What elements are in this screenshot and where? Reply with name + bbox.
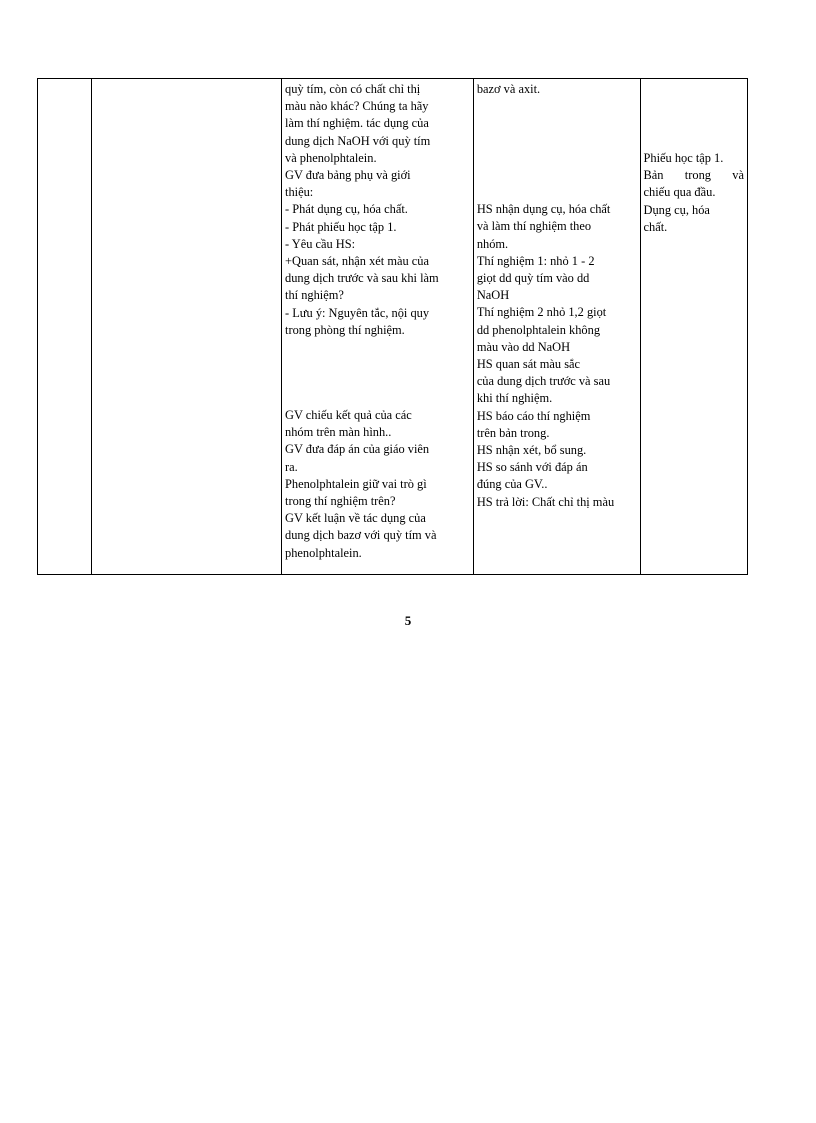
materials-line: Phiếu học tập 1. xyxy=(643,151,724,165)
text-line: GV đưa bảng phụ và giới xyxy=(285,168,411,183)
student-activity-block-1 xyxy=(477,81,637,98)
text-line: - Phát phiếu học tập 1. xyxy=(285,219,397,234)
text-line: trong thí nghiệm trên? xyxy=(285,494,396,509)
materials-line: Dụng cụ, hóa xyxy=(643,202,710,217)
text-line: phenolphtalein. xyxy=(285,545,362,560)
text-line: đúng của GV.. xyxy=(476,477,548,492)
text-line: dung dịch NaOH với quỳ tím xyxy=(285,133,431,148)
text-line: - Lưu ý: Nguyên tắc, nội quy xyxy=(285,305,430,320)
text-line: quỳ tím, còn có chất chỉ thị xyxy=(285,82,421,96)
column-1-cell xyxy=(38,79,92,575)
materials-cell xyxy=(640,79,747,575)
teacher-activity-block-1 xyxy=(285,81,470,339)
text-line: trong phòng thí nghiệm. xyxy=(285,322,405,337)
text-line: nhóm. xyxy=(476,236,509,251)
column-2-cell xyxy=(92,79,282,575)
text-line: HS báo cáo thí nghiệm xyxy=(476,408,591,423)
materials-line: Bản trong và xyxy=(643,168,744,183)
spacer xyxy=(644,81,744,150)
text-line: GV chiếu kết quả của các xyxy=(285,408,412,423)
text-line: GV kết luận về tác dụng của xyxy=(285,511,426,526)
text-line: +Quan sát, nhận xét màu của xyxy=(285,254,429,269)
text-line: - Phát dụng cụ, hóa chất. xyxy=(285,202,408,217)
text-line: màu vào dd NaOH xyxy=(476,339,571,354)
text-line: và làm thí nghiệm theo xyxy=(476,219,592,234)
table-row xyxy=(38,79,748,575)
text-line: HS nhận xét, bổ sung. xyxy=(476,443,587,458)
text-line: - Yêu cầu HS: xyxy=(285,236,356,251)
text-line: HS trả lời: Chất chỉ thị màu xyxy=(476,494,615,509)
text-line: dung dịch trước và sau khi làm xyxy=(285,271,439,286)
student-activity-cell xyxy=(473,79,640,575)
spacer xyxy=(285,339,470,407)
text-line: dd phenolphtalein không xyxy=(476,322,601,337)
text-line: GV đưa đáp án của giáo viên xyxy=(285,442,430,457)
text-line: bazơ và axit. xyxy=(476,82,541,96)
text-line: trên bản trong. xyxy=(476,425,550,440)
text-line: HS quan sát màu sắc xyxy=(476,357,581,372)
text-line: HS so sánh với đáp án xyxy=(476,460,588,475)
text-line: NaOH xyxy=(476,288,510,303)
text-line: Thí nghiệm 1: nhỏ 1 - 2 xyxy=(476,253,595,268)
text-line: khi thí nghiệm. xyxy=(476,391,553,406)
lesson-table xyxy=(37,78,748,575)
text-line: làm thí nghiệm. tác dụng của xyxy=(285,116,429,131)
text-line: và phenolphtalein. xyxy=(285,150,377,165)
text-line: dung dịch bazơ với quỳ tím và xyxy=(285,528,437,543)
text-line: giọt dd quỳ tím vào dd xyxy=(476,271,590,286)
page-number: 5 xyxy=(404,613,412,628)
text-line: màu nào khác? Chúng ta hãy xyxy=(285,99,429,114)
text-line: nhóm trên màn hình.. xyxy=(285,425,392,440)
text-line: của dung dịch trước và sau xyxy=(476,374,611,389)
text-line: thí nghiệm? xyxy=(285,288,344,303)
teacher-activity-block-2 xyxy=(285,407,470,562)
spacer xyxy=(477,98,637,201)
student-activity-block-2 xyxy=(477,201,637,511)
text-line: HS nhận dụng cụ, hóa chất xyxy=(476,202,611,217)
materials-line: chất. xyxy=(643,219,668,234)
materials-line: chiếu qua đầu. xyxy=(643,185,716,200)
text-line: Phenolphtalein giữ vai trò gì xyxy=(285,476,427,491)
text-line: ra. xyxy=(285,459,298,474)
text-line: Thí nghiệm 2 nhỏ 1,2 giọt xyxy=(476,305,607,320)
text-line: thiệu: xyxy=(285,185,314,200)
teacher-activity-cell xyxy=(282,79,474,575)
